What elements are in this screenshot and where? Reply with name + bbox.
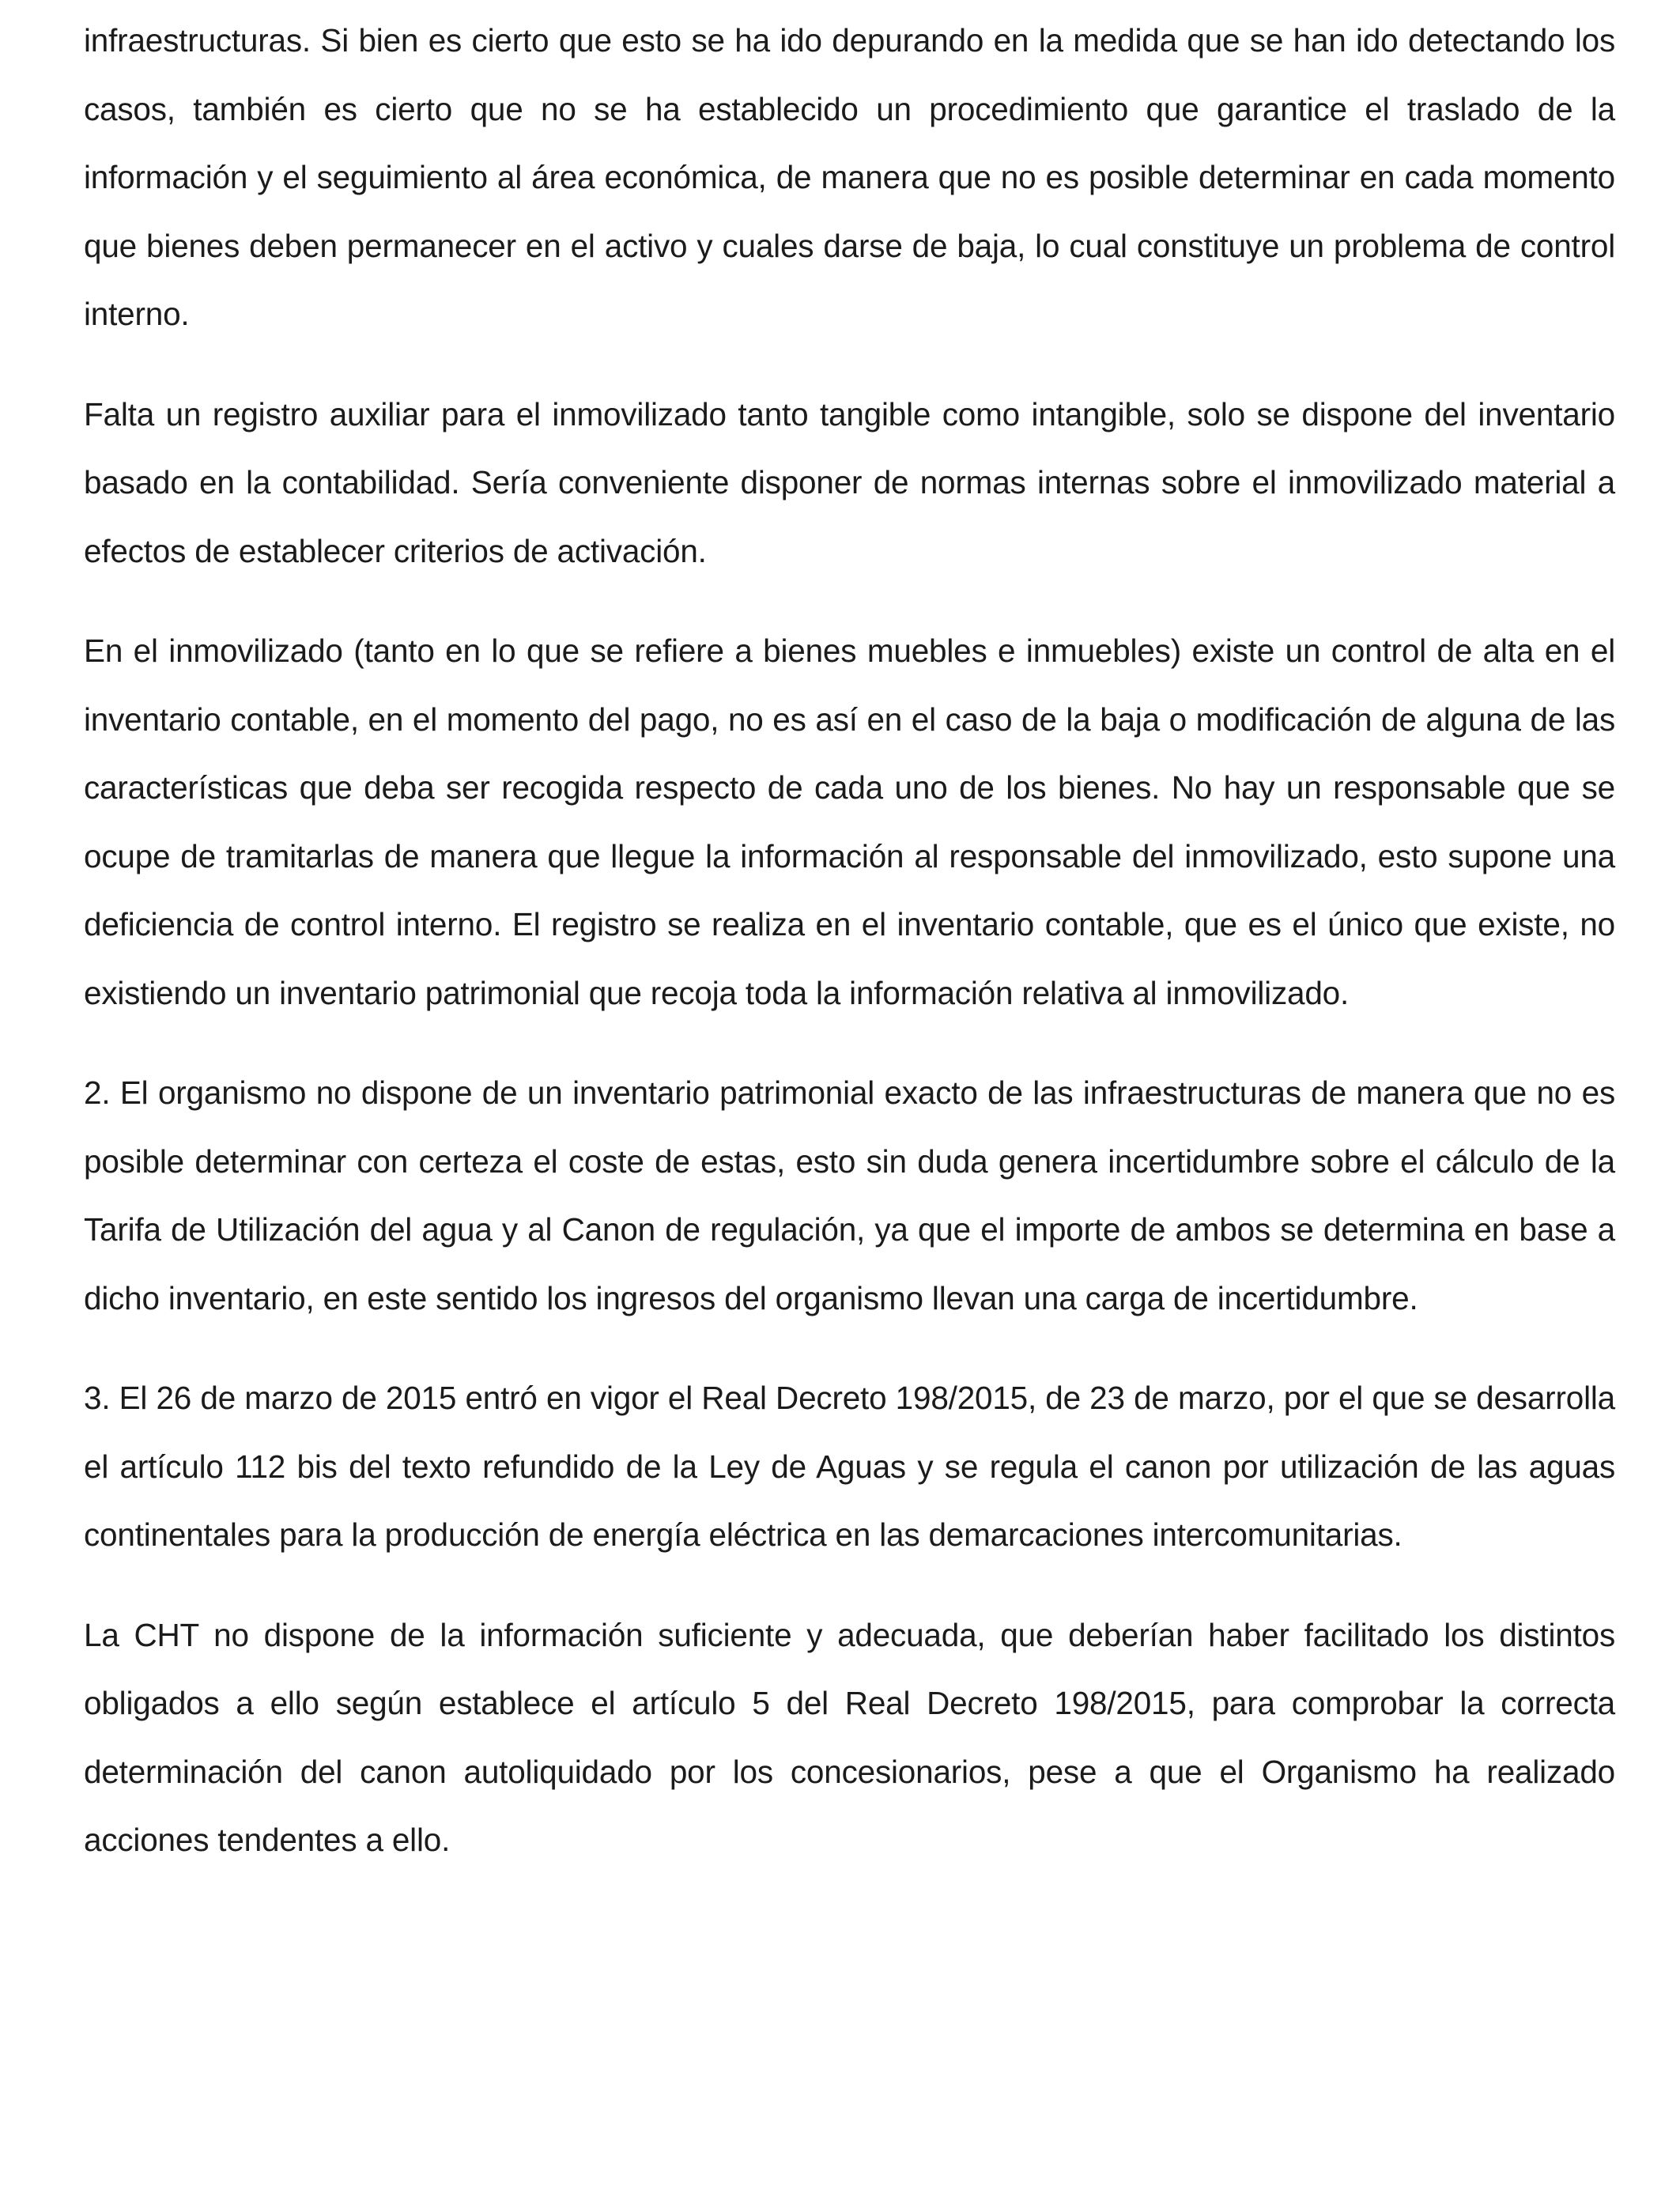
paragraph-item-2-inventario-patrimonial: 2. El organismo no dispone de un inventario patrimonial exacto de las infraestructuras de manera que no es posible determinar con certeza el coste de estas, esto sin duda genera incertidumbre sobre el cálculo de la Tarifa de Utilización del agua y al Canon de regulación, ya que el importe de ambos se determina en base a dicho inventario, en este sentido los ingresos del organismo llevan una carga de incertidumbre. [84, 1074, 1615, 1316]
paragraph-item-3-real-decreto: 3. El 26 de marzo de 2015 entró en vigor el Real Decreto 198/2015, de 23 de marzo, por el que se desarrolla el artículo 112 bis del texto refundido de la Ley de Aguas y se regula el canon por utilización de las aguas continentales para la producción de energía eléctrica en las demarcaciones intercomunitarias. [84, 1380, 1615, 1553]
paragraph-cht-informacion: La CHT no dispone de la información suficiente y adecuada, que deberían haber facilitado los distintos obligados a ello según establece el artículo 5 del Real Decreto 198/2015, para comprobar la correcta determinación del canon autoliquidado por los concesionarios, pese a que el Organismo ha realizado acciones tendentes a ello. [84, 1616, 1615, 1858]
paragraph-control-alta-inventario: En el inmovilizado (tanto en lo que se refiere a bienes muebles e inmuebles) existe un control de alta en el inventario contable, en el momento del pago, no es así en el caso de la baja o modificación de alguna de las características que deba ser recogida respecto de cada uno de los bienes. No hay un responsable que se ocupe de tramitarlas de manera que llegue la información al responsable del inmovilizado, esto supone una deficiencia de control interno. El registro se realiza en el inventario contable, que es el único que existe, no existiendo un inventario patrimonial que recoja toda la información relativa al inmovilizado. [84, 633, 1615, 1011]
paragraph-registro-auxiliar: Falta un registro auxiliar para el inmovilizado tanto tangible como intangible, solo se dispone del inventario basado en la contabilidad. Sería conveniente disponer de normas internas sobre el inmovilizado material a efectos de establecer criterios de activación. [84, 395, 1615, 569]
paragraph-infraestructuras: infraestructuras. Si bien es cierto que esto se ha ido depurando en la medida que se han ido detectando los casos, también es cierto que no se ha establecido un procedimiento que garantice el traslado de la información y el seguimiento al área económica, de manera que no es posible determinar en cada momento que bienes deben permanecer en el activo y cuales darse de baja, lo cual constituye un problema de control interno. [84, 22, 1615, 332]
document-page [84, 6, 1615, 1906]
